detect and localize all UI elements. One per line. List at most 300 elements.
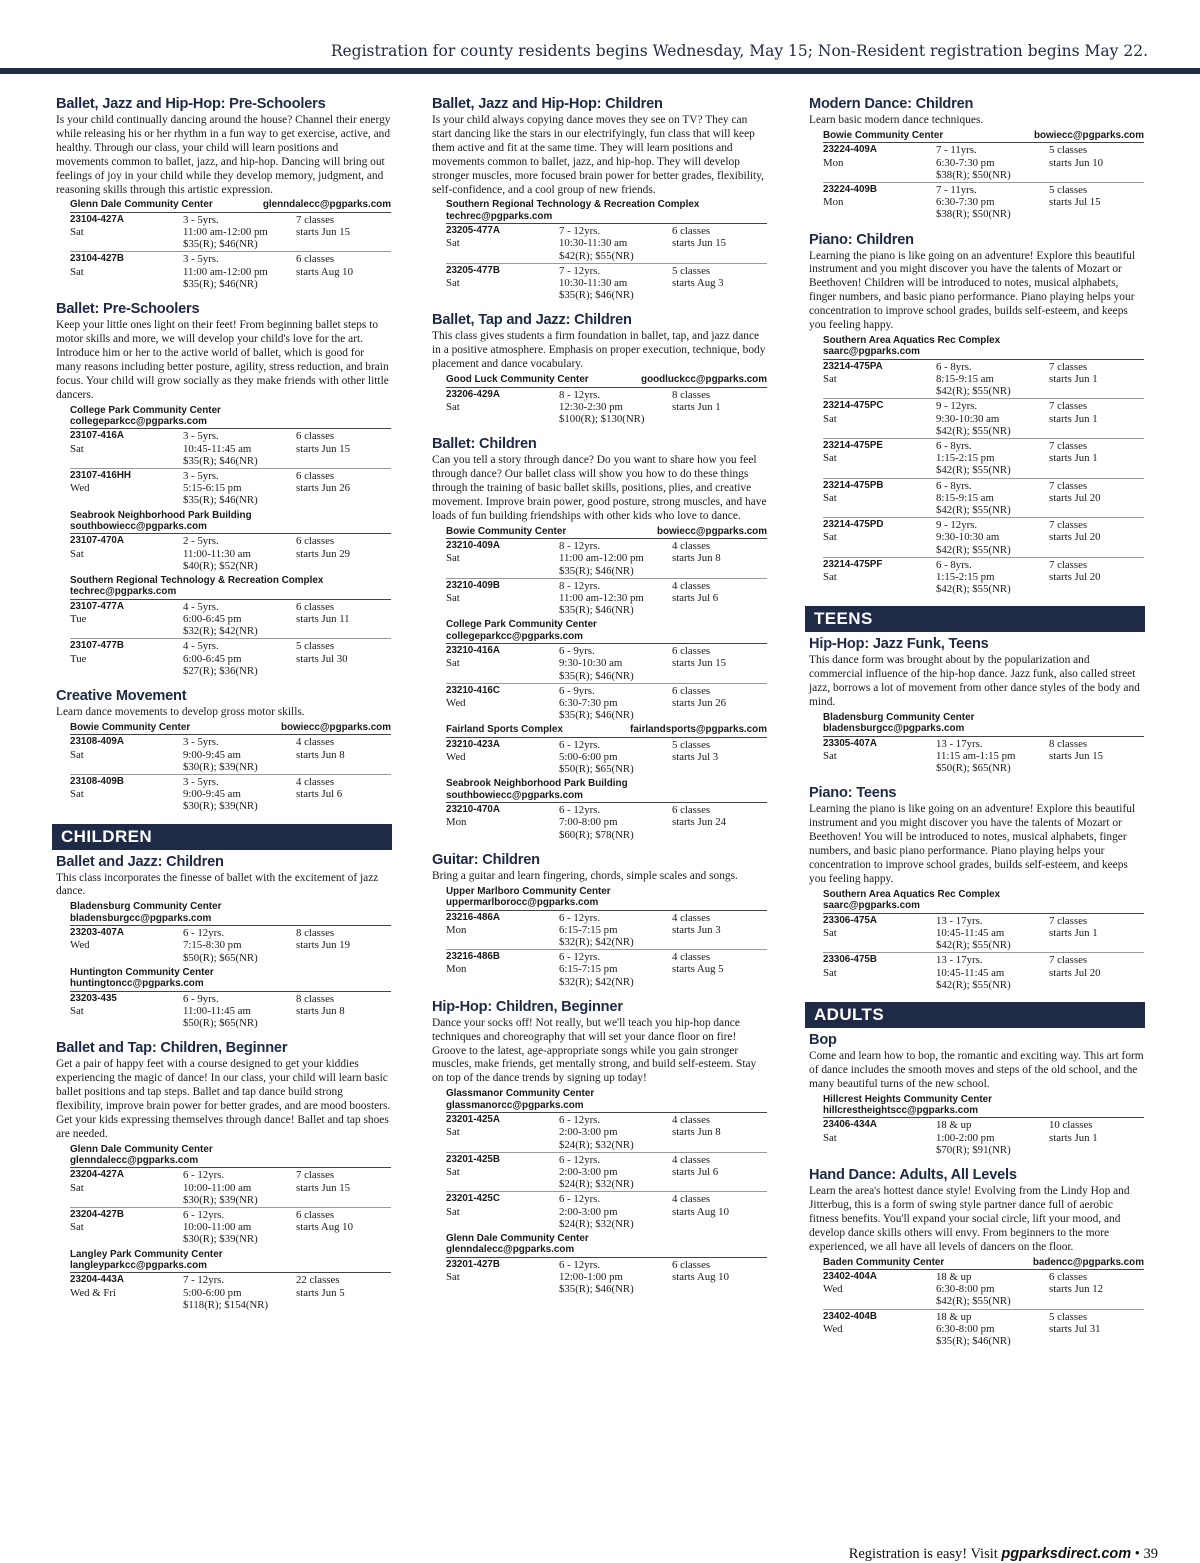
age-range: 2 - 5yrs. <box>183 535 219 548</box>
venue-email[interactable]: collegeparkcc@pgparks.com <box>70 415 207 427</box>
course-code: 23210-470A <box>446 804 500 816</box>
start-date: starts Jul 20 <box>1049 491 1101 504</box>
course-listing <box>56 1040 392 1312</box>
grid-spacer <box>446 670 559 682</box>
meeting-time: 10:00-11:00 am <box>183 1221 252 1234</box>
class-count: 4 classes <box>672 1114 711 1127</box>
grid-spacer <box>446 250 559 262</box>
grid-spacer <box>70 494 183 506</box>
course-fee: $42(R); $55(NR) <box>936 978 1011 991</box>
course-title: Ballet and Tap: Children, Beginner <box>56 1040 288 1057</box>
class-count: 8 classes <box>296 992 335 1005</box>
venue-email[interactable]: uppermarlborocc@pgparks.com <box>446 897 599 909</box>
class-count: 6 classes <box>296 469 335 482</box>
website-link[interactable]: pgparksdirect.com <box>1001 1546 1132 1562</box>
venue-email[interactable]: huntingtoncc@pgparks.com <box>70 978 204 990</box>
venue-email[interactable]: bowiecc@pgparks.com <box>280 721 391 733</box>
age-range: 6 - 12yrs. <box>559 951 601 964</box>
grid-spacer <box>446 936 559 948</box>
meeting-time: 1:15-2:15 pm <box>936 571 995 584</box>
venue-name: Southern Regional Technology & Recreation Complex <box>446 199 700 211</box>
grid-spacer <box>446 1218 559 1230</box>
section-band: TEENS <box>805 606 1145 632</box>
class-count: 4 classes <box>296 736 335 749</box>
section-row <box>823 143 1144 183</box>
grid-spacer <box>446 829 559 841</box>
age-range: 6 - 9yrs. <box>559 684 595 697</box>
meeting-day: Sat <box>446 1270 460 1283</box>
venue-email[interactable]: saarc@pgparks.com <box>823 346 920 358</box>
meeting-day: Sat <box>823 531 837 544</box>
header-rule <box>0 68 1200 74</box>
venue-email[interactable]: glenndalecc@pgparks.com <box>262 199 391 211</box>
meeting-time: 6:30-8:00 pm <box>936 1322 995 1335</box>
class-count: 5 classes <box>296 640 335 653</box>
venue-header <box>70 901 391 924</box>
venue-email[interactable]: southbowiecc@pgparks.com <box>70 520 207 532</box>
meeting-day: Sat <box>823 926 837 939</box>
meeting-day: Tue <box>70 612 87 625</box>
meeting-day: Wed <box>70 939 90 952</box>
age-range: 6 - 12yrs. <box>559 1193 601 1206</box>
grid-spacer <box>446 604 559 616</box>
meeting-time: 10:45-11:45 am <box>936 966 1005 979</box>
class-count: 6 classes <box>1049 1271 1088 1284</box>
course-fee: $50(R); $65(NR) <box>183 951 258 964</box>
course-description: Come and learn how to bop, the romantic and exciting way. This art form of dance includes the smooth moves and steps of the old school, and the many beautiful turns of the new school. <box>809 1049 1144 1090</box>
section-row <box>823 1310 1144 1349</box>
meeting-day: Wed <box>446 696 466 709</box>
meeting-day: Sat <box>70 788 84 801</box>
grid-spacer <box>823 504 936 516</box>
venue-block <box>446 526 767 618</box>
course-code: 23214-475PC <box>823 400 884 412</box>
venue-email[interactable]: techrec@pgparks.com <box>446 210 553 222</box>
section-row <box>70 600 391 640</box>
age-range: 8 - 12yrs. <box>559 388 601 401</box>
meeting-time: 7:00-8:00 pm <box>559 816 618 829</box>
course-title: Bop <box>809 1031 837 1048</box>
class-count: 6 classes <box>672 1258 711 1271</box>
venue-email[interactable]: fairlandsports@pgparks.com <box>630 724 767 736</box>
start-date: starts Jun 10 <box>1049 156 1103 169</box>
venue-name: Good Luck Community Center <box>446 374 589 386</box>
meeting-day: Mon <box>446 963 467 976</box>
meeting-day: Sat <box>446 1165 460 1178</box>
meeting-day: Sat <box>823 412 837 425</box>
venue-email[interactable]: langleyparkcc@pgparks.com <box>70 1260 207 1272</box>
course-fee: $35(R); $46(NR) <box>559 289 634 302</box>
course-code: 23306-475B <box>823 954 877 966</box>
venue-email[interactable]: goodluckcc@pgparks.com <box>641 374 767 386</box>
age-range: 9 - 12yrs. <box>936 519 978 532</box>
section-row <box>446 803 767 842</box>
grid-spacer <box>446 565 559 577</box>
grid-spacer <box>446 1139 559 1151</box>
venue-name: Upper Marlboro Community Center <box>446 885 611 897</box>
course-description: Dance your socks off! Not really, but we'll teach you hip-hop dance techniques and choreography that will set your dance floor on fire! Groove to the latest, age-appropriate songs while you gain stronger muscles, make friends, get mentally strong, and build self-esteem. Stay on top of the dance trends by signing up today! <box>432 1016 757 1085</box>
venue-email[interactable]: techrec@pgparks.com <box>70 586 177 598</box>
section-row <box>446 950 767 989</box>
venue-block <box>823 1094 1144 1157</box>
meeting-time: 10:45-11:45 am <box>183 442 252 455</box>
venue-header <box>446 1233 767 1256</box>
class-count: 4 classes <box>672 911 711 924</box>
course-code: 23107-477B <box>70 640 124 652</box>
section-row <box>70 252 391 291</box>
meeting-time: 6:30-7:30 pm <box>936 196 995 209</box>
meeting-time: 11:00-11:30 am <box>183 547 251 560</box>
meeting-time: 8:15-9:15 am <box>936 491 994 504</box>
venue-header <box>446 886 767 909</box>
meeting-day: Sat <box>446 591 460 604</box>
venue-header <box>446 619 767 642</box>
age-range: 6 - 8yrs. <box>936 558 972 571</box>
meeting-day: Sat <box>70 748 84 761</box>
meeting-time: 11:00 am-12:00 pm <box>183 226 268 239</box>
course-fee: $35(R); $46(NR) <box>559 604 634 617</box>
meeting-day: Wed <box>823 1322 843 1335</box>
venue-header <box>446 526 767 537</box>
grid-spacer <box>70 455 183 467</box>
course-title: Modern Dance: Children <box>809 96 974 112</box>
grid-spacer <box>446 1178 559 1190</box>
meeting-day: Sat <box>446 552 460 565</box>
grid-spacer <box>823 425 936 437</box>
age-range: 3 - 5yrs. <box>183 469 219 482</box>
section-row <box>446 738 767 777</box>
class-count: 4 classes <box>672 540 711 553</box>
venue-header <box>823 1257 1144 1268</box>
section-row <box>446 1258 767 1297</box>
meeting-day: Wed & Fri <box>70 1286 116 1299</box>
age-range: 7 - 12yrs. <box>559 264 601 277</box>
venue-block <box>446 1088 767 1231</box>
start-date: starts Jul 6 <box>672 1165 719 1178</box>
age-range: 6 - 12yrs. <box>183 1209 225 1222</box>
age-range: 6 - 8yrs. <box>936 479 972 492</box>
start-date: starts Jul 6 <box>296 788 343 801</box>
section-row <box>823 1118 1144 1157</box>
class-count: 5 classes <box>1049 144 1088 157</box>
age-range: 6 - 12yrs. <box>183 927 225 940</box>
grid-spacer <box>70 800 183 812</box>
class-count: 5 classes <box>1049 1310 1088 1323</box>
start-date: starts Jul 6 <box>672 591 719 604</box>
venue-block <box>70 1249 391 1312</box>
course-fee: $42(R); $55(NR) <box>936 1295 1011 1308</box>
start-date: starts Aug 10 <box>672 1205 729 1218</box>
course-fee: $42(R); $55(NR) <box>936 464 1011 477</box>
class-count: 7 classes <box>1049 440 1088 452</box>
age-range: 13 - 17yrs. <box>936 737 983 750</box>
section-row <box>446 264 767 303</box>
start-date: starts Jul 20 <box>1049 966 1101 979</box>
course-code: 23104-427B <box>70 253 124 265</box>
course-fee: $24(R); $32(NR) <box>559 1217 634 1230</box>
venue-header <box>70 199 391 210</box>
venue-header <box>446 374 767 385</box>
venue-header <box>446 1088 767 1111</box>
meeting-day: Mon <box>446 816 467 829</box>
course-title: Hip-Hop: Children, Beginner <box>432 998 623 1015</box>
venue-header <box>70 1144 391 1167</box>
course-code: 23216-486A <box>446 911 500 923</box>
age-range: 6 - 9yrs. <box>183 992 219 1005</box>
section-row <box>70 469 391 508</box>
course-description: Learning the piano is like going on an adventure! Explore this beautiful instrument and you might discover you have the talents of Mozart or Beethoven! Children will be introduced to notes, musical alphabets, finger numbers, and basic piano performance. Piano playing helps your concentration to improve school grades, builds self-esteem, and keeps you feeling happy. <box>809 249 1136 332</box>
course-code: 23210-409A <box>446 540 500 552</box>
section-row <box>70 213 391 253</box>
course-code: 23224-409A <box>823 144 877 156</box>
venue-header <box>446 199 767 222</box>
age-range: 6 - 12yrs. <box>559 1153 601 1166</box>
meeting-time: 9:30-10:30 am <box>936 412 1000 425</box>
venue-email[interactable]: bowiecc@pgparks.com <box>656 525 767 537</box>
venue-email[interactable]: saarc@pgparks.com <box>823 900 920 912</box>
course-code: 23107-470A <box>70 535 124 547</box>
venue-name: Bowie Community Center <box>446 525 567 537</box>
venue-header <box>446 778 767 801</box>
class-count: 8 classes <box>296 927 335 940</box>
course-description: Bring a guitar and learn fingering, chords, simple scales and songs. <box>432 869 738 882</box>
course-code: 23203-407A <box>70 927 124 939</box>
age-range: 6 - 12yrs. <box>559 804 601 817</box>
course-fee: $42(R); $55(NR) <box>936 939 1011 952</box>
venue-block <box>70 901 391 964</box>
course-fee: $35(R); $46(NR) <box>559 564 634 577</box>
course-code: 23205-477A <box>446 225 500 237</box>
course-code: 23210-409B <box>446 579 500 591</box>
meeting-day: Sat <box>70 1004 84 1017</box>
course-fee: $30(R); $39(NR) <box>183 800 258 813</box>
class-count: 6 classes <box>672 225 711 238</box>
age-range: 6 - 12yrs. <box>559 911 601 924</box>
age-range: 8 - 12yrs. <box>559 579 601 592</box>
venue-header <box>823 712 1144 735</box>
course-code: 23214-475PB <box>823 479 884 491</box>
meeting-time: 6:15-7:15 pm <box>559 923 618 936</box>
venue-name: Bladensburg Community Center <box>70 901 222 913</box>
course-fee: $42(R); $55(NR) <box>936 504 1011 517</box>
section-row <box>823 183 1144 222</box>
course-code: 23305-407A <box>823 737 877 749</box>
meeting-day: Sat <box>70 547 84 560</box>
venue-email[interactable]: bowiecc@pgparks.com <box>1033 129 1144 141</box>
grid-spacer <box>446 976 559 988</box>
section-row <box>823 518 1144 558</box>
venue-email[interactable]: glassmanorcc@pgparks.com <box>446 1099 584 1111</box>
meeting-time: 2:00-3:00 pm <box>559 1126 618 1139</box>
course-fee: $30(R); $39(NR) <box>183 1233 258 1246</box>
class-count: 6 classes <box>672 645 711 658</box>
venue-name: Seabrook Neighborhood Park Building <box>70 509 252 521</box>
meeting-time: 6:30-8:00 pm <box>936 1283 995 1296</box>
course-fee: $50(R); $65(NR) <box>936 762 1011 775</box>
age-range: 18 & up <box>936 1310 972 1323</box>
meeting-day: Mon <box>823 156 844 169</box>
venue-email[interactable]: bladensburgcc@pgparks.com <box>823 723 965 735</box>
course-code: 23107-477A <box>70 600 124 612</box>
class-count: 22 classes <box>296 1274 340 1287</box>
venue-email[interactable]: southbowiecc@pgparks.com <box>446 789 583 801</box>
section-row <box>446 1192 767 1231</box>
start-date: starts Jul 20 <box>1049 571 1101 584</box>
venue-name: Huntington Community Center <box>70 966 214 978</box>
meeting-time: 2:00-3:00 pm <box>559 1165 618 1178</box>
section-row <box>823 914 1144 954</box>
grid-spacer <box>70 238 183 250</box>
meeting-time: 6:00-6:45 pm <box>183 652 242 665</box>
venue-header <box>823 130 1144 141</box>
start-date: starts Jun 3 <box>672 923 721 936</box>
meeting-day: Sat <box>70 1221 84 1234</box>
course-code: 23216-486B <box>446 951 500 963</box>
course-fee: $42(R); $55(NR) <box>936 385 1011 398</box>
venue-name: College Park Community Center <box>446 619 597 631</box>
venue-name: Glassmanor Community Center <box>446 1088 595 1100</box>
venue-header <box>446 724 767 735</box>
course-description: This class incorporates the finesse of ballet with the excitement of jazz dance. <box>56 871 379 898</box>
venue-block <box>70 967 391 1030</box>
venue-name: Langley Park Community Center <box>70 1248 223 1260</box>
age-range: 6 - 8yrs. <box>936 440 972 452</box>
column-left <box>56 96 392 1322</box>
course-code: 23201-425A <box>446 1114 500 1126</box>
course-fee: $50(R); $65(NR) <box>183 1016 258 1029</box>
course-title: Ballet and Jazz: Children <box>56 853 224 870</box>
start-date: starts Jun 5 <box>296 1286 345 1299</box>
course-code: 23108-409A <box>70 736 124 748</box>
start-date: starts Aug 10 <box>296 1221 353 1234</box>
class-count: 4 classes <box>296 775 335 788</box>
venue-email[interactable]: bladensburgcc@pgparks.com <box>70 912 212 924</box>
grid-spacer <box>446 289 559 301</box>
page-number: • 39 <box>1131 1546 1158 1562</box>
course-code: 23107-416HH <box>70 469 132 481</box>
meeting-time: 11:15 am-1:15 pm <box>936 750 1016 763</box>
venue-block <box>70 1144 391 1247</box>
class-count: 5 classes <box>672 738 711 751</box>
class-count: 10 classes <box>1049 1119 1093 1132</box>
meeting-time: 5:00-6:00 pm <box>559 751 618 763</box>
course-fee: $50(R); $65(NR) <box>559 763 634 776</box>
class-count: 7 classes <box>296 213 335 226</box>
course-code: 23406-434A <box>823 1119 877 1131</box>
section-row <box>70 1168 391 1208</box>
venue-block <box>446 886 767 989</box>
meeting-day: Mon <box>823 196 844 209</box>
start-date: starts Jun 8 <box>672 1126 721 1139</box>
section-row <box>823 439 1144 479</box>
venue-header <box>70 967 391 990</box>
course-description: Learn the area's hottest dance style! Evolving from the Lindy Hop and Jitterbug, this is a form of swing style partner dance full of aerobic fitness benefits. You'll expand your social circle, lift your mood, and develop dance skills others will envy. From beginners to the more experienced, we all have all levels of dancers on the floor. <box>809 1185 1130 1253</box>
venue-header <box>70 1249 391 1272</box>
venue-email[interactable]: hillcrestheightscc@pgparks.com <box>823 1105 979 1117</box>
venue-header <box>70 510 391 533</box>
meeting-day: Wed <box>70 482 90 495</box>
course-listing <box>809 1167 1145 1348</box>
start-date: starts Jun 12 <box>1049 1283 1103 1296</box>
venue-name: College Park Community Center <box>70 404 221 416</box>
age-range: 18 & up <box>936 1119 972 1132</box>
course-description: Keep your little ones light on their feet! From beginning ballet steps to motor skills and more, we will develop your child's love for the art. Introduce him or her to the active world of ballet, which is good for many reasons including better posture, agility, stress reduction, and brain focus. Your child will grow socially as they make friends with other little dancers. <box>56 319 389 401</box>
course-title: Ballet, Tap and Jazz: Children <box>432 312 632 329</box>
meeting-day: Sat <box>446 657 460 670</box>
course-fee: $27(R); $36(NR) <box>183 664 258 677</box>
course-title: Ballet, Jazz and Hip-Hop: Children <box>432 96 663 112</box>
meeting-time: 11:00 am-12:00 pm <box>183 265 268 278</box>
section-row <box>446 644 767 684</box>
venue-header <box>70 575 391 598</box>
course-listing <box>56 96 392 291</box>
course-listing <box>809 785 1145 991</box>
class-count: 7 classes <box>1049 914 1088 927</box>
venue-name: Seabrook Neighborhood Park Building <box>446 778 628 790</box>
meeting-day: Sat <box>70 226 84 239</box>
course-code: 23210-423A <box>446 738 500 750</box>
start-date: starts Jul 3 <box>672 751 719 763</box>
age-range: 3 - 5yrs. <box>183 775 219 788</box>
venue-email[interactable]: glenndalecc@pgparks.com <box>70 1155 199 1167</box>
course-fee: $70(R); $91(NR) <box>936 1143 1011 1156</box>
class-count: 6 classes <box>672 684 711 697</box>
section-row <box>823 737 1144 776</box>
meeting-time: 9:30-10:30 am <box>936 531 1000 544</box>
grid-spacer <box>70 952 183 964</box>
start-date: starts Jun 1 <box>1049 926 1098 939</box>
course-listing <box>432 96 768 302</box>
venue-block <box>446 1233 767 1296</box>
venue-email[interactable]: badencc@pgparks.com <box>1032 1256 1144 1268</box>
grid-spacer <box>70 560 183 572</box>
section-row <box>70 992 391 1031</box>
venue-block <box>446 619 767 722</box>
venue-name: Glenn Dale Community Center <box>446 1232 589 1244</box>
start-date: starts Jun 19 <box>296 939 350 952</box>
grid-spacer <box>70 625 183 637</box>
course-listing <box>432 436 768 842</box>
meeting-time: 5:15-6:15 pm <box>183 482 242 495</box>
class-count: 6 classes <box>296 535 335 548</box>
meeting-time: 1:15-2:15 pm <box>936 452 995 465</box>
grid-spacer <box>70 1194 183 1206</box>
age-range: 13 - 17yrs. <box>936 954 983 967</box>
meeting-time: 1:00-2:00 pm <box>936 1131 995 1144</box>
venue-email[interactable]: collegeparkcc@pgparks.com <box>446 630 583 642</box>
course-fee: $30(R); $39(NR) <box>183 1193 258 1206</box>
course-fee: $35(R); $46(NR) <box>559 669 634 682</box>
course-code: 23201-425C <box>446 1193 500 1205</box>
venue-email[interactable]: glenndalecc@pgparks.com <box>446 1244 575 1256</box>
meeting-time: 10:30-11:30 am <box>559 237 628 250</box>
course-fee: $24(R); $32(NR) <box>559 1178 634 1191</box>
venue-name: Southern Area Aquatics Rec Complex <box>823 334 1001 346</box>
course-code: 23402-404B <box>823 1310 877 1322</box>
class-count: 4 classes <box>672 1153 711 1166</box>
class-count: 5 classes <box>1049 183 1088 196</box>
meeting-time: 9:00-9:45 am <box>183 748 241 761</box>
grid-spacer <box>823 169 936 181</box>
course-code: 23210-416C <box>446 684 500 696</box>
meeting-day: Sat <box>823 966 837 979</box>
venue-block <box>446 374 767 426</box>
section-row <box>823 360 1144 400</box>
course-listing <box>432 852 768 989</box>
section-row <box>446 1113 767 1153</box>
class-count: 6 classes <box>672 804 711 817</box>
venue-block <box>823 712 1144 775</box>
